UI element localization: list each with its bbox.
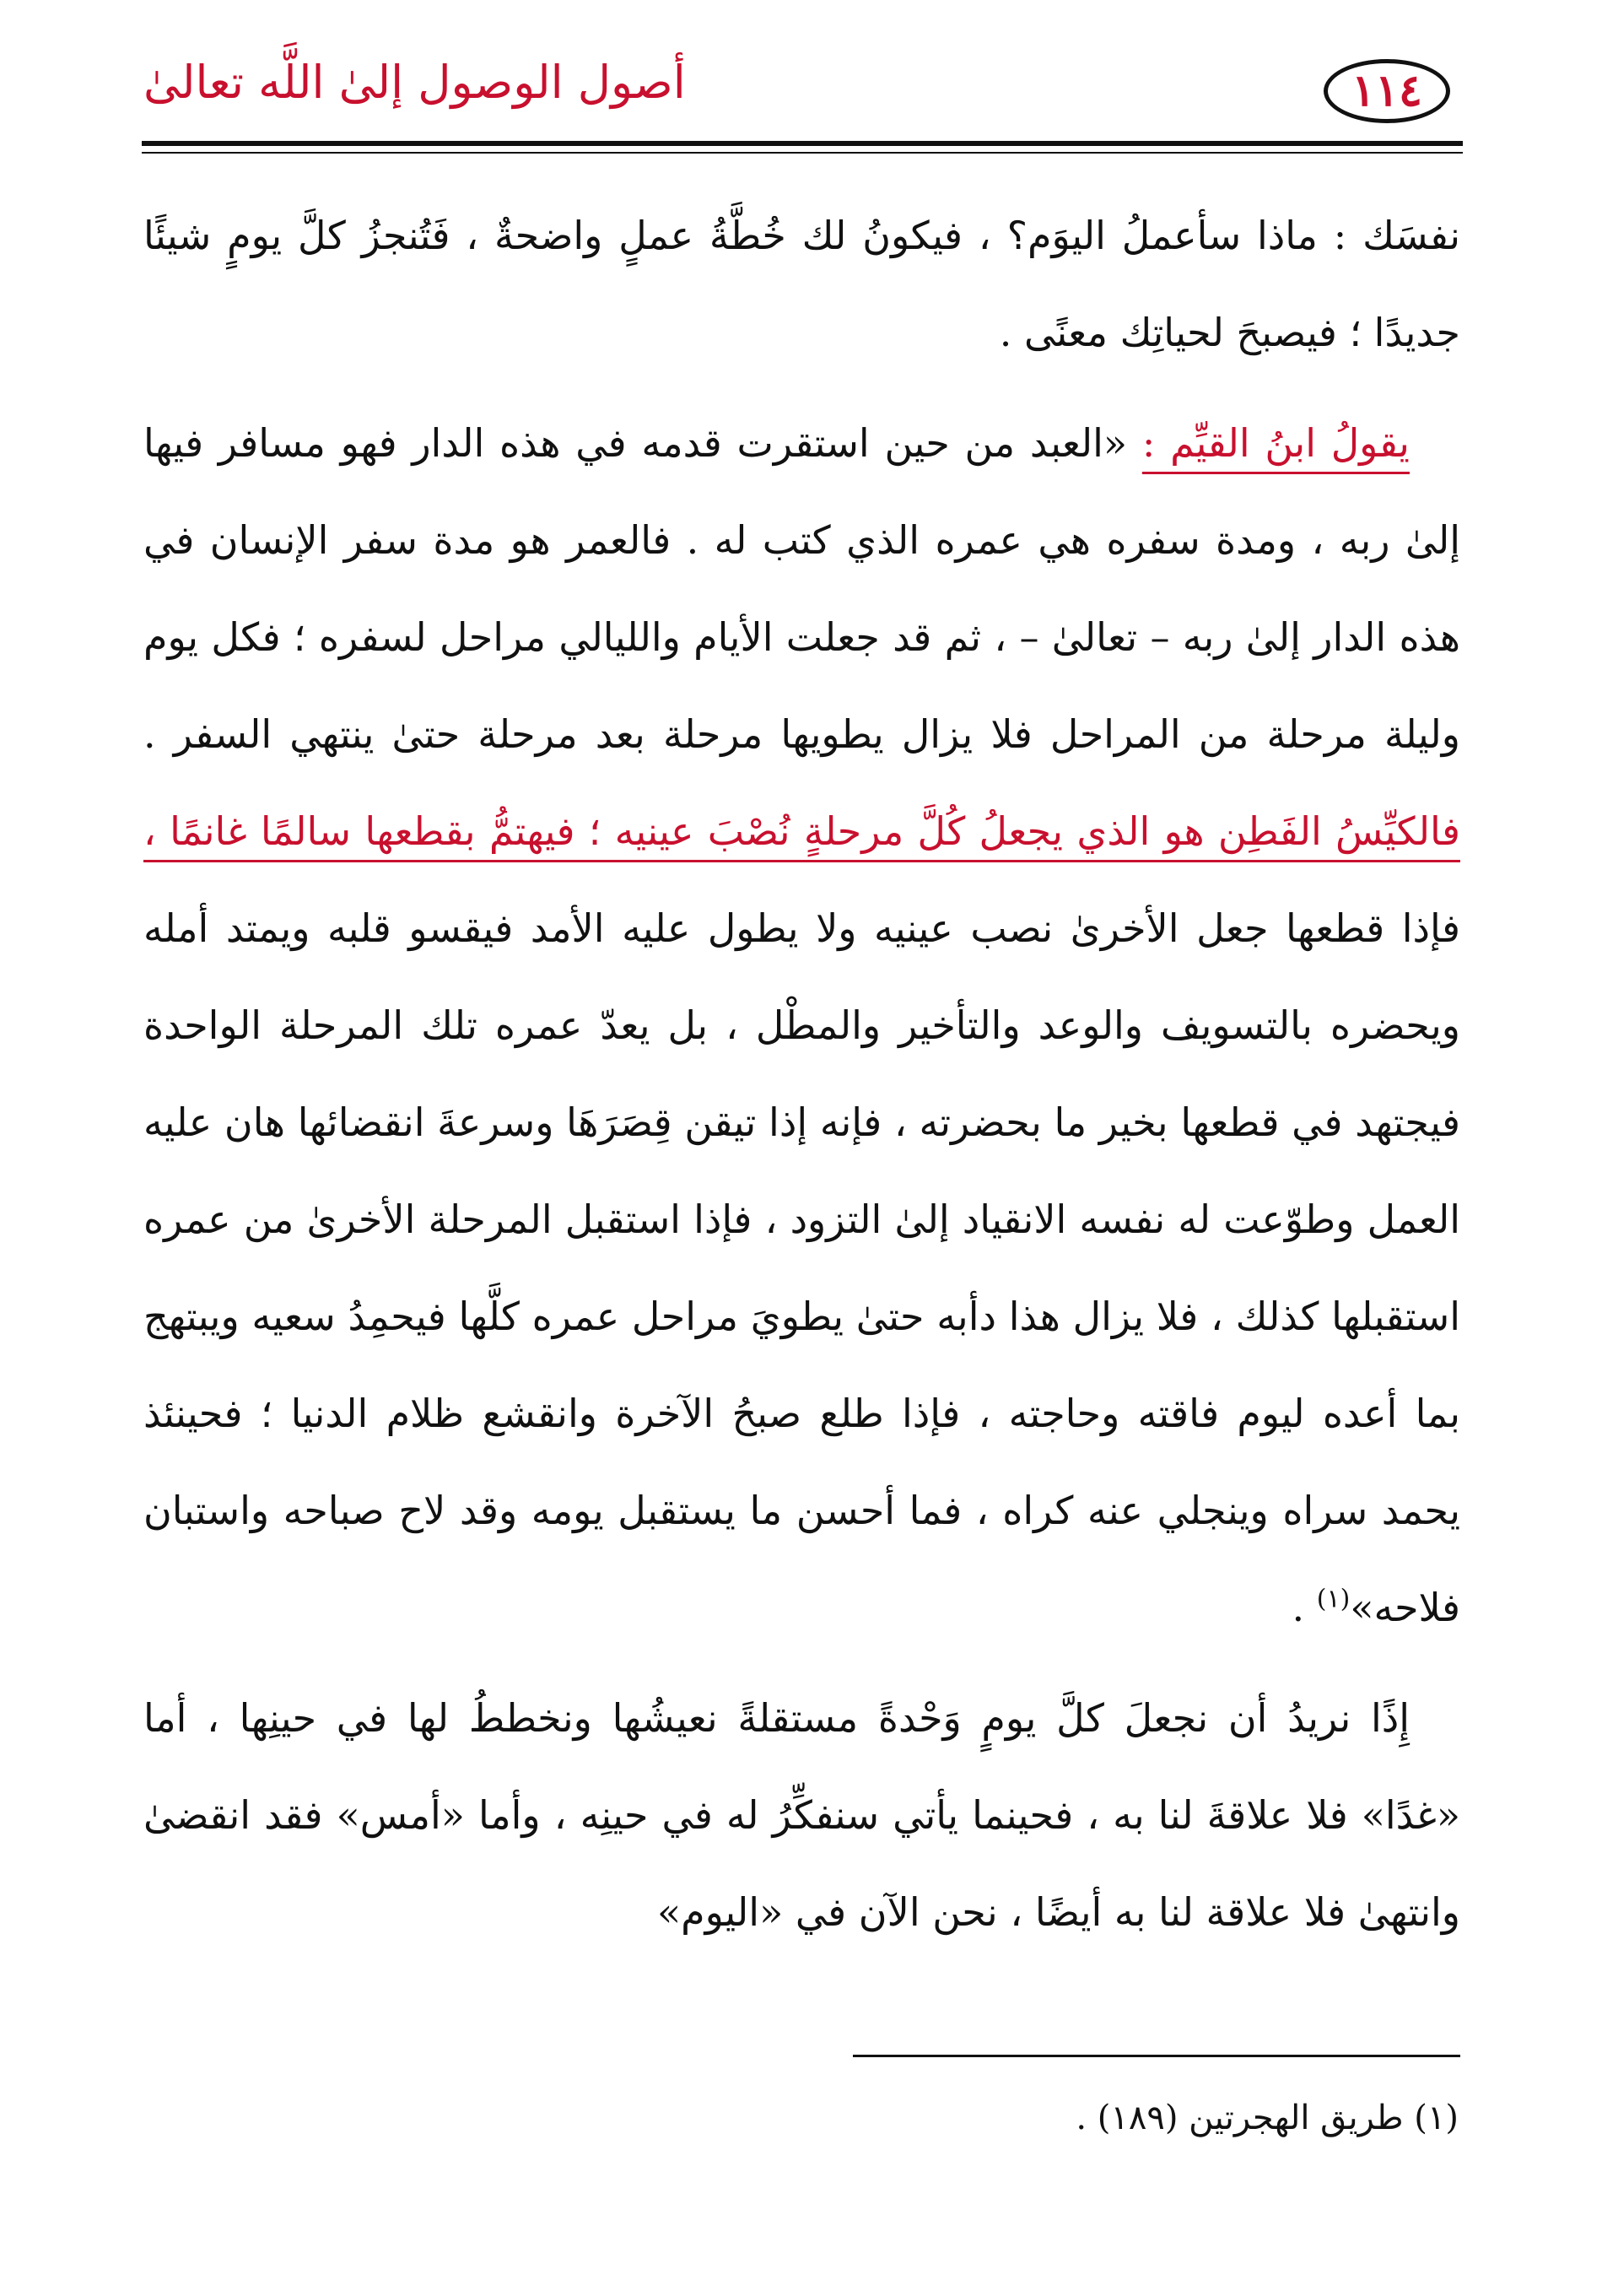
header-rule-thin bbox=[142, 152, 1463, 154]
quote-text-a: «العبد من حين استقرت قدمه في هذه الدار فهو مسافر فيها إلىٰ ربه ، ومدة سفره هي عمره الذي كتب له . فالعمر هو مدة سفر الإنسان في هذه الدار إلىٰ ربه – تعالىٰ – ، ثم قد جعلت الأيام والليالي مراحل لسفره ؛ فكل يوم وليلة مرحلة من المراحل فلا يزال يطويها مرحلة بعد مرحلة حتىٰ ينتهي السفر . bbox=[143, 420, 1460, 757]
paragraph-3: إِذًا نريدُ أن نجعلَ كلَّ يومٍ وَحْدةً مستقلةً نعيشُها ونخططُ لها في حينِها ، أما «غدًا» فلا علاقةَ لنا به ، فحينما يأتي سنفكِّرُ له في حينِه ، وأما «أمس» فقد انقضىٰ وانتهىٰ فلا علاقة لنا به أيضًا ، نحن الآن في «اليوم» bbox=[143, 1695, 1460, 1935]
paragraph-1: نفسَك : ماذا سأعملُ اليوَم؟ ، فيكونُ لك خُطَّةُ عملٍ واضحةٌ ، فَتُنجزُ كلَّ يومٍ شيئًا جديدًا ؛ فيصبحَ لحياتِك معنًى . bbox=[143, 213, 1460, 355]
footnote-reference[interactable]: (١) bbox=[1316, 1584, 1351, 1614]
quote-speaker: يقولُ ابنُ القيِّم : bbox=[1141, 420, 1410, 466]
footnote-separator bbox=[853, 2055, 1460, 2057]
page-number-text: ١١٤ bbox=[1351, 65, 1422, 116]
paragraph-2 bbox=[143, 395, 1460, 1656]
page-number bbox=[1324, 59, 1450, 123]
quote-text-b: فإذا قطعها جعل الأخرىٰ نصب عينيه ولا يطول عليه الأمد فيقسو قلبه ويمتد أمله ويحضره بالتسويف والوعد والتأخير والمطْل ، بل يعدّ عمره تلك المرحلة الواحدة فيجتهد في قطعها بخير ما بحضرته ، فإنه إذا تيقن قِصَرَهَا وسرعةَ انقضائها هان عليه العمل وطوّعت له نفسه الانقياد إلىٰ التزود ، فإذا استقبل المرحلة الأخرىٰ من عمره استقبلها كذلك ، فلا يزال هذا دأبه حتىٰ يطويَ مراحل عمره كلَّها فيحمِدُ سعيه ويبتهج بما أعده ليوم فاقته وحاجته ، فإذا طلع صبحُ الآخرة وانقشع ظلام الدنيا ؛ فحينئذ يحمد سراه وينجلي عنه كراه ، فما أحسن ما يستقبل يومه وقد لاح صباحه واستبان فلاحه» bbox=[143, 905, 1460, 1630]
quote-end: . bbox=[1292, 1585, 1317, 1630]
footnote: (١) طريق الهجرتين (١٨٩) . bbox=[1076, 2099, 1459, 2137]
running-header-title: أصول الوصول إلىٰ اللَّه تعالىٰ bbox=[143, 56, 686, 109]
body-text bbox=[143, 187, 1460, 1975]
header-rule bbox=[142, 141, 1463, 146]
quote-highlight: فالكيِّسُ الفَطِن هو الذي يجعلُ كُلَّ مرحلةٍ نُصْبَ عينيه ؛ فيهتمُّ بقطعها سالمًا غانمًا ، bbox=[143, 808, 1460, 854]
